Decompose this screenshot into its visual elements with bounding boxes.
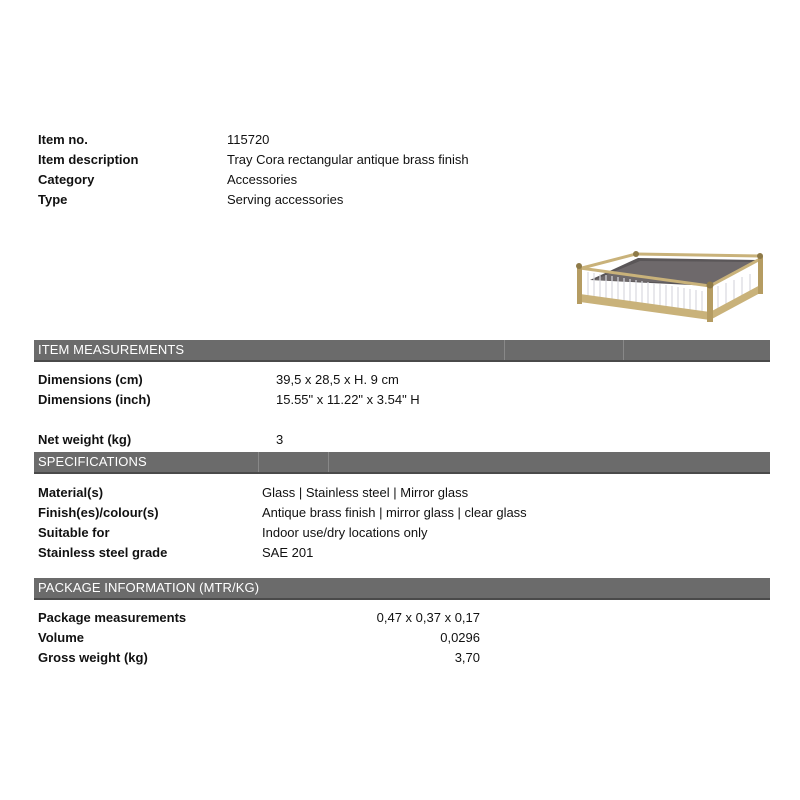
item-no-value: 115720 <box>227 132 270 147</box>
dimensions-cm-value: 39,5 x 28,5 x H. 9 cm <box>276 372 399 387</box>
specifications-title: SPECIFICATIONS <box>38 454 147 469</box>
package-information-header <box>34 578 770 600</box>
package-measurements-label: Package measurements <box>38 610 187 625</box>
category-value: Accessories <box>227 172 298 187</box>
item-no-label: Item no. <box>38 132 88 147</box>
suitable-for-value: Indoor use/dry locations only <box>262 525 428 540</box>
type-value: Serving accessories <box>227 192 344 207</box>
gross-weight-value: 3,70 <box>454 650 480 665</box>
steel-grade-value: SAE 201 <box>262 545 314 560</box>
header-cell-divider <box>328 452 329 472</box>
brass-glass-tray-image <box>572 246 768 328</box>
header-cell-divider <box>258 452 259 472</box>
material-value: Glass | Stainless steel | Mirror glass <box>262 485 469 500</box>
suitable-for-label: Suitable for <box>38 525 110 540</box>
header-cell-divider <box>504 340 505 360</box>
dimensions-inch-label: Dimensions (inch) <box>38 392 151 407</box>
dimensions-inch-value: 15.55" x 11.22" x 3.54" H <box>276 392 420 407</box>
volume-value: 0,0296 <box>440 630 480 645</box>
material-label: Material(s) <box>38 485 104 500</box>
volume-label: Volume <box>38 630 84 645</box>
net-weight-label: Net weight (kg) <box>38 432 132 447</box>
type-label: Type <box>38 192 68 207</box>
package-information-title: PACKAGE INFORMATION (MTR/KG) <box>38 580 260 595</box>
finish-label: Finish(es)/colour(s) <box>38 505 159 520</box>
item-description-value: Tray Cora rectangular antique brass finish <box>227 152 469 167</box>
package-measurements-value: 0,47 x 0,37 x 0,17 <box>376 610 480 625</box>
finish-value: Antique brass finish | mirror glass | clear glass <box>262 505 527 520</box>
dimensions-cm-label: Dimensions (cm) <box>38 372 143 387</box>
category-label: Category <box>38 172 95 187</box>
net-weight-value: 3 <box>276 432 284 447</box>
gross-weight-label: Gross weight (kg) <box>38 650 148 665</box>
item-measurements-header <box>34 340 770 362</box>
specifications-header <box>34 452 770 474</box>
steel-grade-label: Stainless steel grade <box>38 545 168 560</box>
item-measurements-title: ITEM MEASUREMENTS <box>38 342 185 357</box>
item-description-label: Item description <box>38 152 139 167</box>
header-cell-divider <box>623 340 624 360</box>
